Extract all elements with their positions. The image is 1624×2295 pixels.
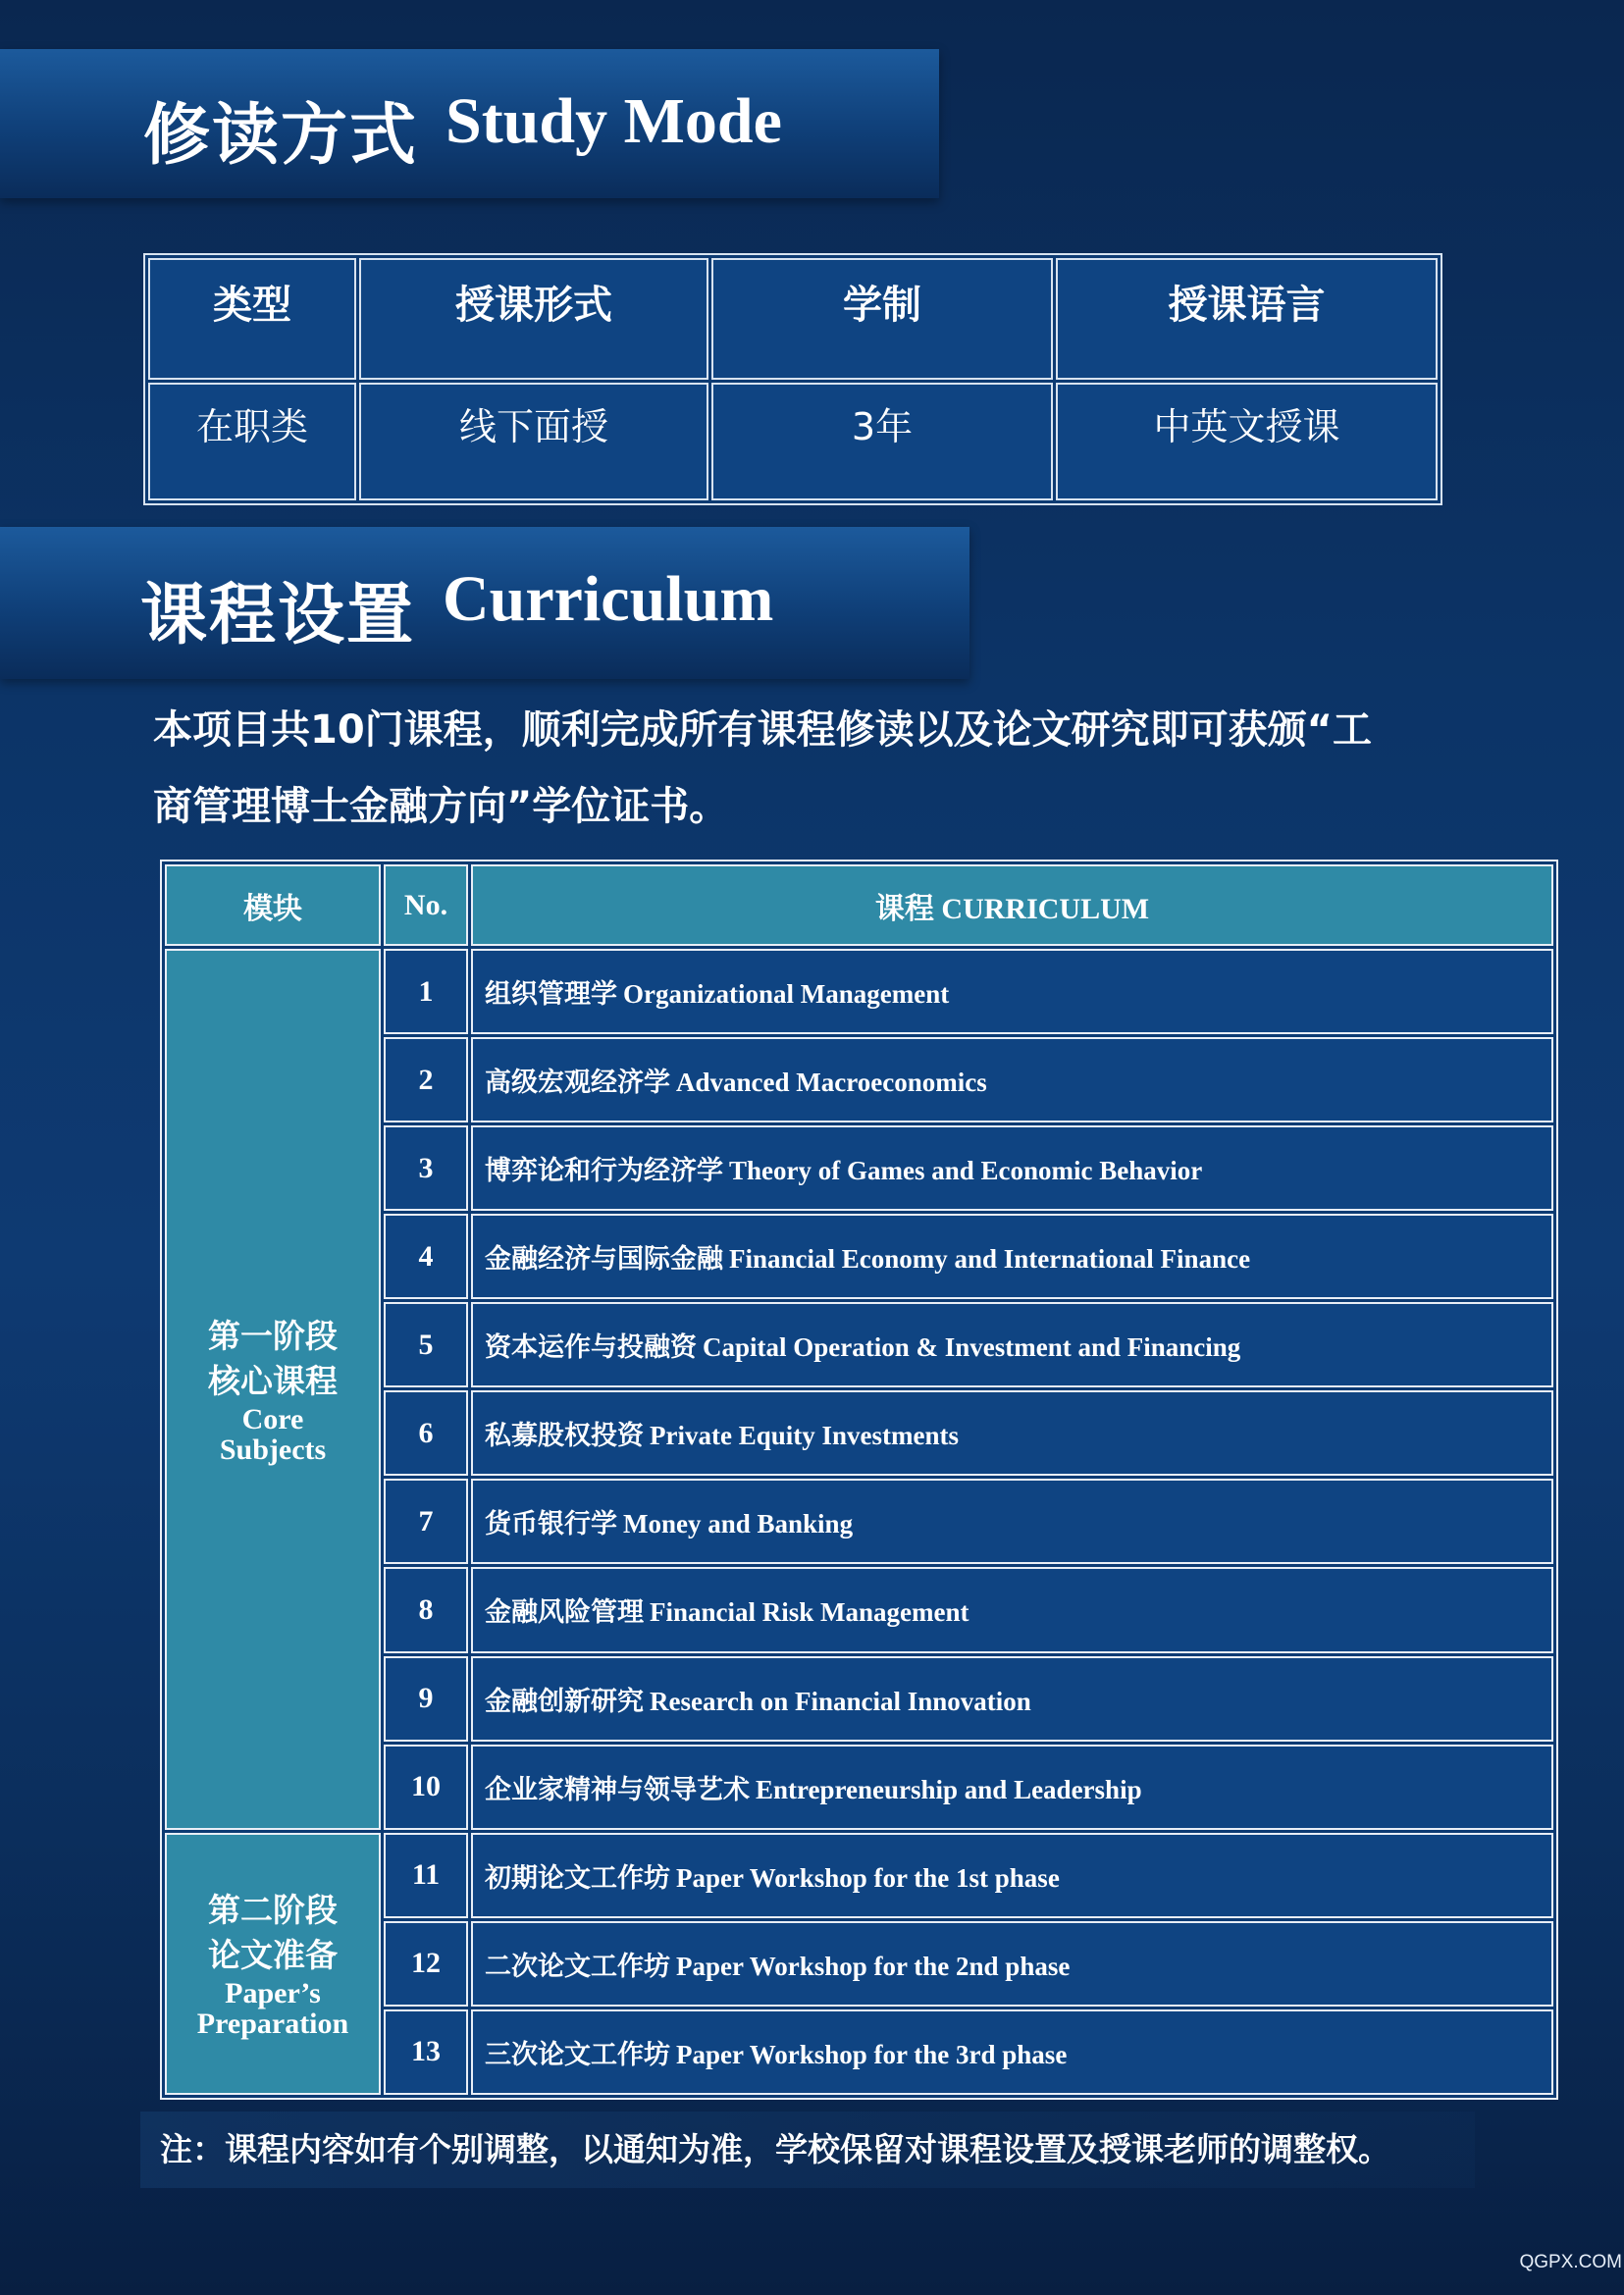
course-name: [471, 1921, 1553, 2007]
intro-line-2: 商管理博士金融方向”学位证书。: [153, 784, 729, 829]
course-number: 6: [384, 1390, 468, 1476]
course-name: [471, 1656, 1553, 1742]
watermark: QGPX.COM: [1519, 2252, 1622, 2272]
course-name-zh: 金融经济与国际金融: [485, 1244, 723, 1276]
value-type: 在职类: [148, 383, 356, 500]
course-name-en: Paper Workshop for the 1st phase: [676, 1862, 1060, 1893]
course-name-en: Capital Operation & Investment and Financing: [703, 1332, 1241, 1363]
course-name-zh: 金融风险管理: [485, 1597, 644, 1629]
course-number: 8: [384, 1567, 468, 1652]
module-paper-en1: Paper’s: [225, 1977, 321, 2010]
course-number: 10: [384, 1745, 468, 1830]
course-name: [471, 1833, 1553, 1918]
header-duration: 学制: [711, 258, 1053, 380]
value-language: 中英文授课: [1056, 383, 1438, 500]
course-name-en: Organizational Management: [623, 979, 950, 1010]
course-name-zh: 金融创新研究: [485, 1686, 644, 1717]
course-name-en: Theory of Games and Economic Behavior: [729, 1156, 1203, 1186]
table-row: [165, 1833, 1553, 1918]
study-mode-table: [143, 253, 1442, 505]
value-format: 线下面授: [359, 383, 708, 500]
course-name-zh: 货币银行学: [485, 1509, 617, 1540]
study-mode-header-row: [148, 258, 1438, 380]
course-name: [471, 2009, 1553, 2095]
header-format: 授课形式: [359, 258, 708, 380]
header-language: 授课语言: [1056, 258, 1438, 380]
curriculum-title-en: Curriculum: [443, 563, 774, 635]
course-name: [471, 1390, 1553, 1476]
course-name-en: Advanced Macroeconomics: [676, 1068, 987, 1098]
course-name-zh: 资本运作与投融资: [485, 1332, 697, 1364]
module-paper-cell: [165, 1833, 381, 2095]
module-core-zh2: 核心课程: [208, 1361, 338, 1400]
course-name-zh: 私募股权投资: [485, 1421, 644, 1452]
module-paper-en2: Preparation: [196, 2008, 349, 2041]
study-mode-value-row: [148, 383, 1438, 500]
course-name: [471, 1125, 1553, 1211]
course-number: 9: [384, 1656, 468, 1742]
course-name-en: Paper Workshop for the 2nd phase: [676, 1951, 1071, 1981]
course-name-zh: 二次论文工作坊: [485, 1951, 670, 1982]
table-row: [165, 949, 1553, 1034]
header-type: 类型: [148, 258, 356, 380]
footnote: 注：课程内容如有个别调整，以通知为准，学校保留对课程设置及授课老师的调整权。: [140, 2112, 1475, 2188]
module-core-en2: Subjects: [219, 1433, 327, 1466]
course-name: [471, 1745, 1553, 1830]
curriculum-header-row: [165, 864, 1553, 946]
course-name-zh: 组织管理学: [485, 979, 617, 1011]
course-name-zh: 博弈论和行为经济学: [485, 1156, 723, 1187]
header-module: 模块: [165, 864, 381, 946]
value-duration: 3年: [711, 383, 1053, 500]
study-mode-banner: [0, 49, 939, 198]
course-number: 2: [384, 1037, 468, 1122]
course-name-zh: 三次论文工作坊: [485, 2039, 670, 2070]
module-core-zh1: 第一阶段: [208, 1316, 338, 1355]
course-number: 13: [384, 2009, 468, 2095]
curriculum-table: [160, 860, 1558, 2100]
course-name-en: Financial Risk Management: [650, 1597, 969, 1628]
module-paper-zh2: 论文准备: [208, 1936, 338, 1975]
module-paper-zh1: 第二阶段: [208, 1891, 338, 1930]
course-name-zh: 初期论文工作坊: [485, 1862, 670, 1894]
intro-line-1: 本项目共10门课程，顺利完成所有课程修读以及论文研究即可获颁“工: [153, 707, 1372, 753]
course-name-en: Entrepreneurship and Leadership: [756, 1774, 1142, 1804]
course-name: [471, 949, 1553, 1034]
header-no: No.: [384, 864, 468, 946]
course-number: 1: [384, 949, 468, 1034]
course-number: 7: [384, 1479, 468, 1564]
course-name-en: Research on Financial Innovation: [650, 1686, 1031, 1716]
course-number: 3: [384, 1125, 468, 1211]
course-number: 4: [384, 1214, 468, 1299]
course-name-en: Private Equity Investments: [650, 1421, 959, 1451]
course-name: [471, 1479, 1553, 1564]
course-name: [471, 1567, 1553, 1652]
curriculum-intro: [153, 692, 1507, 845]
module-core-en1: Core: [241, 1402, 304, 1435]
header-course: 课程 CURRICULUM: [471, 864, 1553, 946]
course-name-zh: 高级宏观经济学: [485, 1068, 670, 1099]
module-core-cell: [165, 949, 381, 1830]
curriculum-banner: [0, 527, 969, 679]
course-name-en: Financial Economy and International Finance: [729, 1244, 1251, 1275]
course-name-en: Money and Banking: [623, 1509, 854, 1539]
course-name-zh: 企业家精神与领导艺术: [485, 1774, 750, 1805]
study-mode-title-en: Study Mode: [445, 85, 782, 157]
course-name: [471, 1037, 1553, 1122]
course-name: [471, 1214, 1553, 1299]
course-number: 12: [384, 1921, 468, 2007]
course-name: [471, 1302, 1553, 1387]
curriculum-title-zh: 课程设置: [140, 577, 416, 654]
course-name-en: Paper Workshop for the 3rd phase: [676, 2039, 1068, 2069]
course-number: 11: [384, 1833, 468, 1918]
study-mode-title-zh: 修读方式: [143, 97, 419, 175]
course-number: 5: [384, 1302, 468, 1387]
